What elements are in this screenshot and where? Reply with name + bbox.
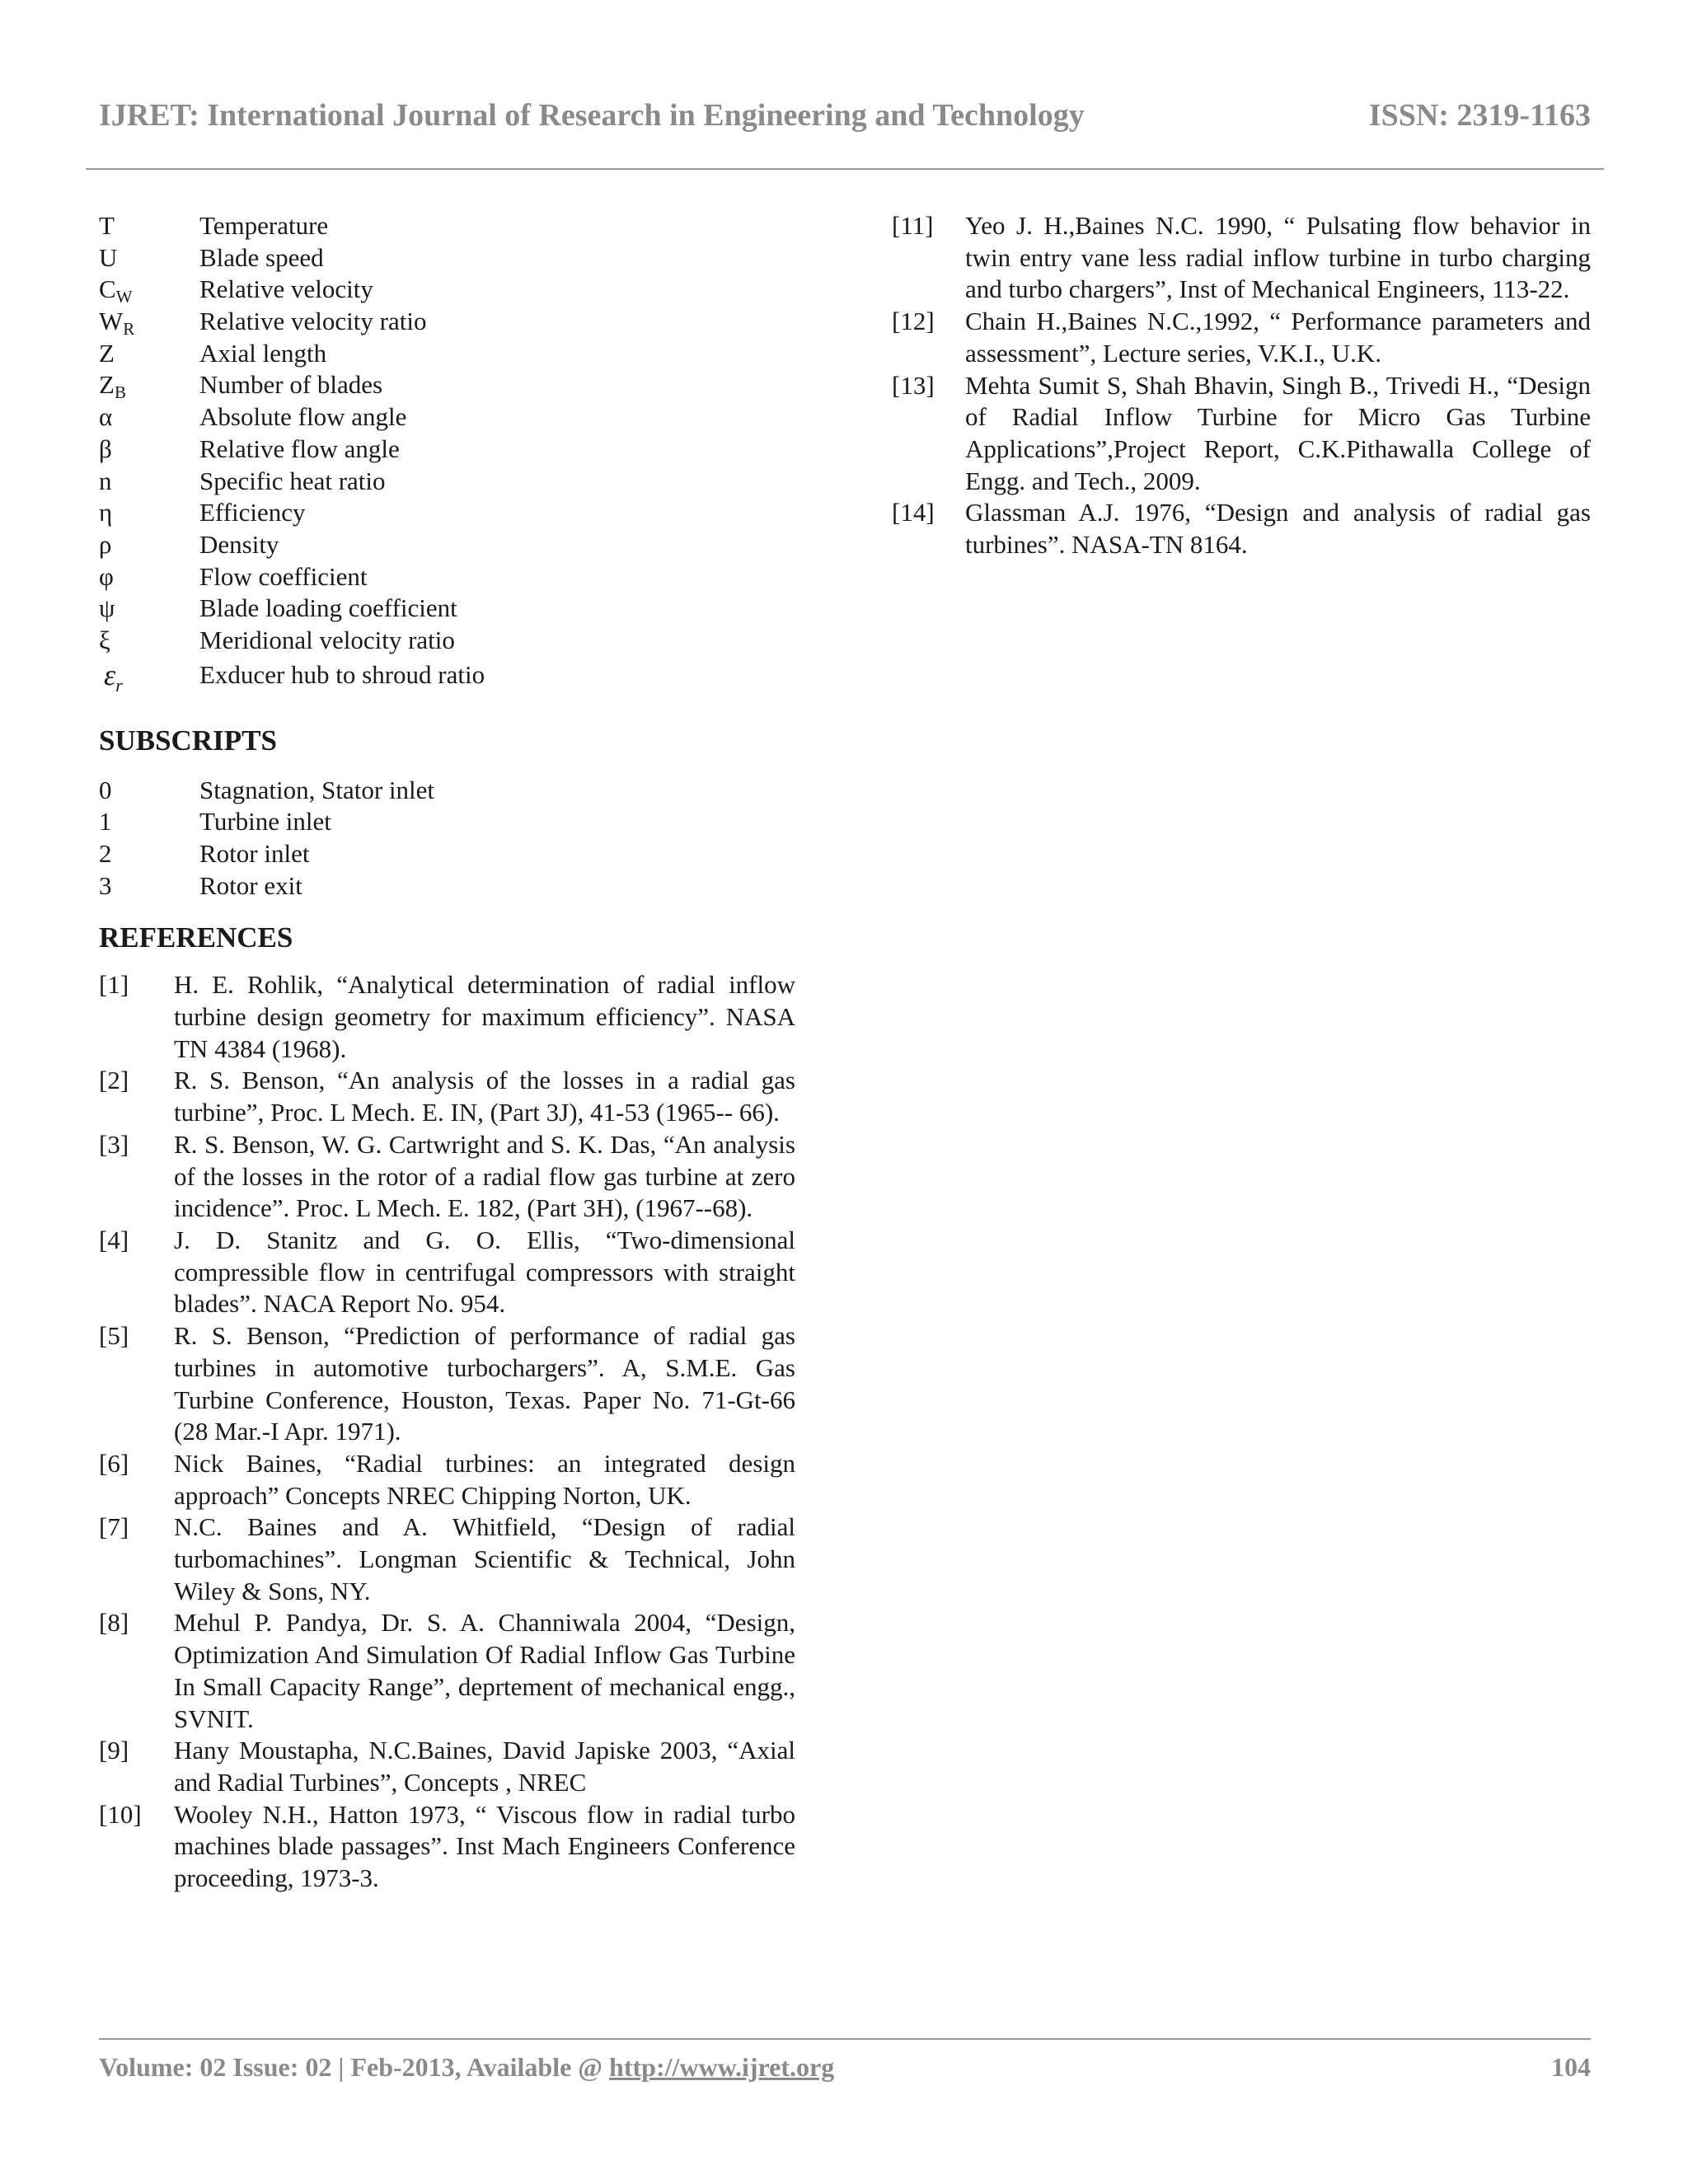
reference-item: [99, 1320, 795, 1448]
issn-label: ISSN: 2319-1163: [1368, 98, 1591, 133]
nomenclature-description: Relative velocity ratio: [199, 307, 427, 336]
reference-number: [6]: [99, 1448, 129, 1478]
reference-text: R. S. Benson, “An analysis of the losses in a radial gas turbine”, Proc. L Mech. E. IN, (Part 3J), 41-53 (1965-- 66).: [174, 1066, 795, 1127]
nomenclature-symbol: $C_W$: [99, 274, 133, 307]
header-divider: [86, 168, 1604, 170]
nomenclature-description: Meridional velocity ratio: [199, 625, 455, 654]
reference-text: R. S. Benson, W. G. Cartwright and S. K. Das, “An analysis of the losses in the rotor of a radial flow gas turbine at zero incidence”. Proc. L Mech. E. 182, (Part 3H), (1967--68).: [174, 1129, 795, 1223]
footer-divider: [99, 2038, 1591, 2040]
reference-number: [3]: [99, 1129, 129, 1159]
left-column: [99, 210, 795, 1895]
subscript-row: [99, 838, 795, 870]
page-footer: [99, 2052, 1591, 2092]
reference-text: Nick Baines, “Radial turbines: an integrated design approach” Concepts NREC Chipping Norton, UK.: [174, 1448, 795, 1510]
reference-text: Wooley N.H., Hatton 1973, “ Viscous flow in radial turbo machines blade passages”. Inst Mach Engineers Conference proceeding, 1973-3.: [174, 1799, 795, 1893]
reference-item: [892, 497, 1591, 560]
nomenclature-symbol: α: [99, 402, 113, 432]
subscript-symbol: 3: [99, 870, 112, 900]
nomenclature-row: [99, 274, 795, 306]
reference-text: Chain H.,Baines N.C.,1992, “ Performance parameters and assessment”, Lecture series, V.K.I., U.K.: [965, 307, 1591, 368]
nomenclature-row: [99, 401, 795, 434]
nomenclature-symbol: Z: [99, 338, 115, 368]
reference-text: H. E. Rohlik, “Analytical determination of radial inflow turbine design geometry for maximum efficiency”. NASA TN 4384 (1968).: [174, 970, 795, 1063]
subscript-description: Rotor exit: [199, 870, 302, 900]
nomenclature-symbol: $Z_B$: [99, 370, 126, 403]
nomenclature-description: Number of blades: [199, 370, 383, 400]
reference-number: [13]: [892, 370, 935, 400]
nomenclature-symbol: β: [99, 434, 112, 463]
nomenclature-description: Temperature: [199, 211, 329, 240]
nomenclature-row: [99, 242, 795, 274]
subscript-row: [99, 806, 795, 838]
reference-number: [4]: [99, 1226, 129, 1254]
reference-text: Hany Moustapha, N.C.Baines, David Japiske 2003, “Axial and Radial Turbines”, Concepts , NREC: [174, 1736, 795, 1797]
nomenclature-symbol: ψ: [99, 593, 115, 623]
reference-item: [99, 1799, 795, 1895]
nomenclature-symbol: T: [99, 211, 115, 240]
nomenclature-description: Absolute flow angle: [199, 402, 407, 432]
reference-item: [892, 370, 1591, 498]
reference-number: [11]: [892, 211, 934, 240]
nomenclature-description: Relative flow angle: [199, 434, 400, 463]
reference-item: [892, 210, 1591, 306]
subscript-description: Stagnation, Stator inlet: [199, 775, 434, 804]
reference-number: [2]: [99, 1066, 129, 1095]
nomenclature-row: [99, 529, 795, 561]
nomenclature-row: [99, 593, 795, 625]
nomenclature-row: [99, 210, 795, 242]
nomenclature-row: [99, 561, 795, 593]
reference-item: [99, 969, 795, 1065]
nomenclature-description: Specific heat ratio: [199, 466, 386, 495]
nomenclature-row: [99, 497, 795, 529]
reference-item: [892, 306, 1591, 369]
reference-number: [10]: [99, 1799, 142, 1829]
reference-item: [99, 1735, 795, 1798]
journal-title: IJRET: International Journal of Research in Engineering and Technology: [99, 98, 1085, 133]
reference-number: [12]: [892, 307, 935, 336]
nomenclature-description: Blade loading coefficient: [199, 593, 457, 623]
subscript-symbol: 2: [99, 839, 112, 868]
reference-number: [1]: [99, 970, 129, 1000]
nomenclature-symbol: ρ: [99, 529, 112, 559]
references-heading: REFERENCES: [99, 921, 293, 954]
page-number: 104: [1551, 2052, 1591, 2082]
footer-volume-info: Volume: 02 Issue: 02 | Feb-2013, Available @ http://www.ijret.org: [99, 2052, 835, 2082]
nomenclature-row: [99, 434, 795, 466]
nomenclature-description: Exducer hub to shroud ratio: [199, 659, 485, 689]
nomenclature-description: Relative velocity: [199, 274, 373, 304]
nomenclature-row: [99, 306, 795, 338]
nomenclature-description: Blade speed: [199, 242, 324, 272]
reference-number: [5]: [99, 1321, 129, 1351]
subscripts-heading: SUBSCRIPTS: [99, 724, 277, 757]
reference-number: [7]: [99, 1512, 129, 1542]
nomenclature-symbol: η: [99, 498, 113, 527]
nomenclature-row: [99, 466, 795, 498]
reference-item: [99, 1511, 795, 1607]
subscript-row: [99, 775, 795, 807]
reference-text: Yeo J. H.,Baines N.C. 1990, “ Pulsating flow behavior in twin entry vane less radial inflow turbine in turbo charging and turbo chargers”, Inst of Mechanical Engineers, 113-22.: [965, 211, 1591, 304]
reference-item: [99, 1448, 795, 1511]
nomenclature-row: [99, 338, 795, 370]
nomenclature-row: [99, 657, 795, 700]
nomenclature-symbol: $\varepsilon_r$: [104, 658, 123, 696]
nomenclature-description: Density: [199, 529, 279, 559]
nomenclature-symbol: ξ: [99, 625, 110, 654]
journal-website-link[interactable]: http://www.ijret.org: [609, 2052, 835, 2082]
reference-number: [8]: [99, 1608, 129, 1638]
references-list-left: [99, 969, 795, 1894]
subscripts-list: [99, 775, 795, 902]
reference-text: J. D. Stanitz and G. O. Ellis, “Two-dimensional compressible flow in centrifugal compressors with straight blades”. NACA Report No. 954.: [174, 1226, 795, 1319]
reference-text: R. S. Benson, “Prediction of performance of radial gas turbines in automotive turbochargers”. A, S.M.E. Gas Turbine Conference, Houston, Texas. Paper No. 71-Gt-66 (28 Mar.-I Apr. 1971).: [174, 1321, 795, 1446]
nomenclature-description: Efficiency: [199, 498, 306, 527]
reference-item: [99, 1225, 795, 1320]
subscript-symbol: 0: [99, 775, 112, 804]
subscript-description: Turbine inlet: [199, 807, 331, 837]
subscript-description: Rotor inlet: [199, 839, 310, 868]
nomenclature-row: [99, 625, 795, 657]
nomenclature-symbol: $W_R$: [99, 307, 135, 340]
reference-item: [99, 1065, 795, 1128]
nomenclature-list: [99, 210, 795, 700]
reference-text: N.C. Baines and A. Whitfield, “Design of radial turbomachines”. Longman Scientific & Technical, John Wiley & Sons, NY.: [174, 1512, 795, 1605]
nomenclature-description: Axial length: [199, 338, 327, 368]
reference-number: [14]: [892, 498, 935, 527]
reference-item: [99, 1607, 795, 1735]
reference-text: Glassman A.J. 1976, “Design and analysis of radial gas turbines”. NASA-TN 8164.: [965, 498, 1591, 560]
references-list-right: [892, 210, 1591, 561]
subscript-symbol: 1: [99, 807, 112, 837]
reference-number: [9]: [99, 1736, 129, 1765]
nomenclature-symbol: n: [99, 466, 112, 495]
right-column: [892, 210, 1591, 561]
subscript-row: [99, 870, 795, 902]
reference-item: [99, 1129, 795, 1225]
nomenclature-symbol: U: [99, 242, 118, 272]
page-header: [99, 97, 1591, 143]
nomenclature-symbol: φ: [99, 561, 114, 591]
reference-text: Mehta Sumit S, Shah Bhavin, Singh B., Trivedi H., “Design of Radial Inflow Turbine for Micro Gas Turbine Applications”,Project Report, C.K.Pithawalla College of Engg. and Tech., 2009.: [965, 370, 1591, 495]
nomenclature-row: [99, 369, 795, 401]
nomenclature-description: Flow coefficient: [199, 561, 368, 591]
reference-text: Mehul P. Pandya, Dr. S. A. Channiwala 2004, “Design, Optimization And Simulation Of Radial Inflow Gas Turbine In Small Capacity Range”, deprtement of mechanical engg., SVNIT.: [174, 1608, 795, 1733]
